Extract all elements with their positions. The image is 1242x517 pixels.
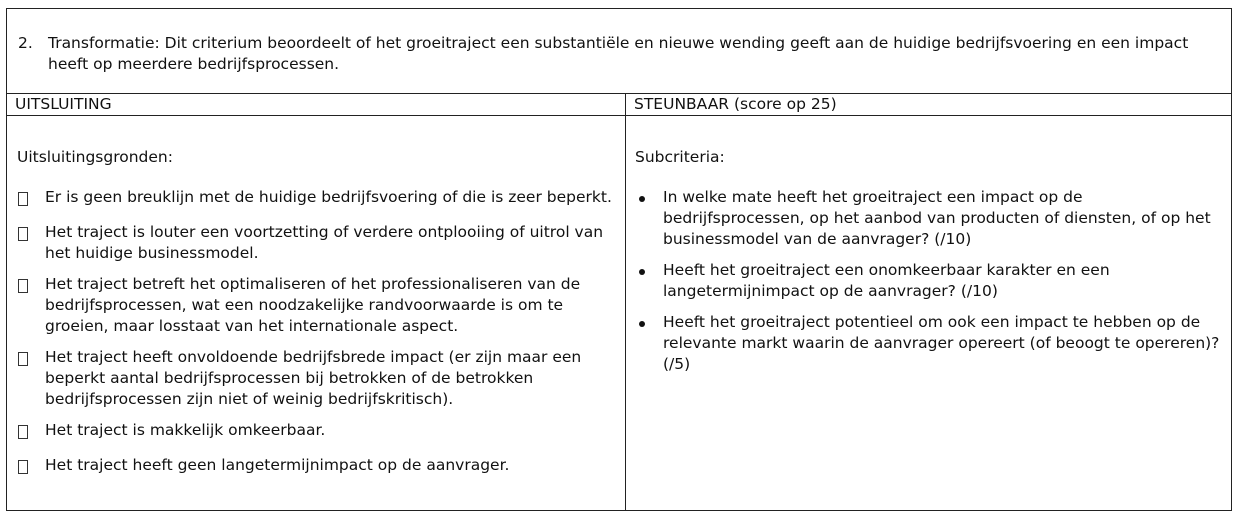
bullet-dot-icon xyxy=(639,196,645,202)
header-steunbaar: STEUNBAAR (score op 25) xyxy=(634,95,837,113)
criterion-number: 2. xyxy=(18,34,33,52)
checkbox-icon xyxy=(18,352,28,366)
checkbox-icon xyxy=(18,460,28,474)
header-uitsluiting: UITSLUITING xyxy=(7,94,626,115)
checkbox-icon xyxy=(18,279,28,293)
exclusion-item: Het traject betreft het optimaliseren of het professionaliseren van de bedrijfsprocessen, wat een noodzakelijke randvoorwaarde is om te groeien, maar losstaat van het internationale aspect. xyxy=(17,274,613,337)
criterion-description xyxy=(18,33,1219,75)
exclusion-column xyxy=(7,116,626,510)
exclusion-item: Er is geen breuklijn met de huidige bedrijfsvoering of die is zeer beperkt. xyxy=(17,187,613,212)
exclusion-list xyxy=(17,187,613,490)
exclusion-heading: Uitsluitingsgronden: xyxy=(17,148,173,166)
bullet-dot-icon xyxy=(639,321,645,327)
column-header-row xyxy=(7,94,1231,116)
checkbox-icon xyxy=(18,192,28,206)
subcriteria-item: Heeft het groeitraject een onomkeerbaar karakter en een langetermijnimpact op de aanvrager? (/10) xyxy=(635,260,1225,302)
subcriteria-column xyxy=(626,116,1231,510)
checkbox-icon xyxy=(18,425,28,439)
subcriteria-item: Heeft het groeitraject potentieel om ook een impact te hebben op de relevante markt waarin de aanvrager opereert (of beoogt te opereren)? (/5) xyxy=(635,312,1225,375)
subcriteria-item: In welke mate heeft het groeitraject een impact op de bedrijfsprocessen, op het aanbod van producten of diensten, of op het businessmodel van de aanvrager? (/10) xyxy=(635,187,1225,250)
exclusion-item: Het traject heeft onvoldoende bedrijfsbrede impact (er zijn maar een beperkt aantal bedrijfsprocessen bij betrokken of de betrokken bedrijfsprocessen zijn niet of weinig bedrijfskritisch). xyxy=(17,347,613,410)
criterion-text: Transformatie: Dit criterium beoordeelt of het groeitraject een substantiële en nieuwe wending geeft aan de huidige bedrijfsvoering en een impact heeft op meerdere bedrijfsprocessen. xyxy=(48,34,1189,73)
subcriteria-list xyxy=(635,187,1225,385)
exclusion-item: Het traject is makkelijk omkeerbaar. xyxy=(17,420,613,445)
criterion-row xyxy=(7,9,1231,94)
exclusion-item: Het traject heeft geen langetermijnimpact op de aanvrager. xyxy=(17,455,613,480)
exclusion-item: Het traject is louter een voortzetting of verdere ontplooiing of uitrol van het huidige businessmodel. xyxy=(17,222,613,264)
criteria-table xyxy=(6,8,1232,511)
content-row xyxy=(7,116,1231,510)
subcriteria-heading: Subcriteria: xyxy=(635,148,725,166)
checkbox-icon xyxy=(18,227,28,241)
bullet-dot-icon xyxy=(639,269,645,275)
